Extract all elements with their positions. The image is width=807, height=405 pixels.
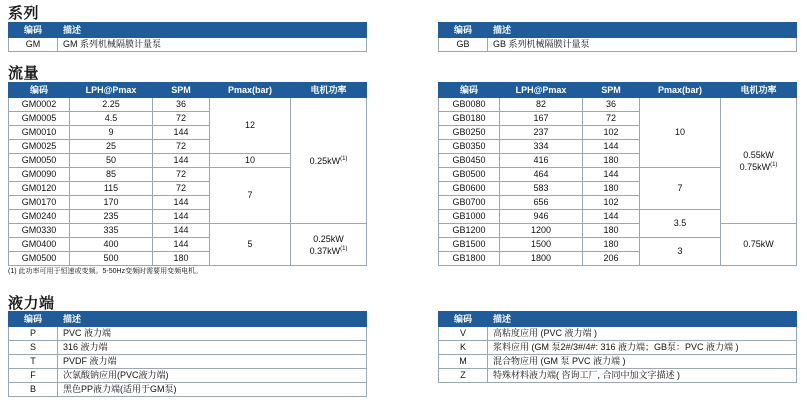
cell-lph: 50 xyxy=(70,154,153,168)
col-spm: SPM xyxy=(583,83,640,98)
cell-code: GB0700 xyxy=(439,196,500,210)
table-header-row xyxy=(439,23,797,38)
cell-lph: 335 xyxy=(70,224,153,238)
table-row xyxy=(9,98,367,112)
table-row xyxy=(439,369,797,383)
cell-code: GM0330 xyxy=(9,224,70,238)
cell-code: M xyxy=(439,355,488,369)
cell-lph: 1800 xyxy=(500,252,583,266)
col-power: 电机功率 xyxy=(721,83,797,98)
cell-lph: 167 xyxy=(500,112,583,126)
cell-lph: 500 xyxy=(70,252,153,266)
liquid-table-right-wrap xyxy=(438,311,797,383)
cell-code: GB0450 xyxy=(439,154,500,168)
cell-code: P xyxy=(9,327,58,341)
series-table-right xyxy=(438,22,797,52)
cell-code: B xyxy=(9,383,58,397)
cell-spm: 72 xyxy=(153,140,210,154)
cell-lph: 464 xyxy=(500,168,583,182)
cell-desc: 316 液力端 xyxy=(58,341,367,355)
cell-desc: 高粘度应用 (PVC 液力端 ) xyxy=(488,327,797,341)
cell-spm: 144 xyxy=(153,126,210,140)
cell-desc: 混合物应用 (GM 泵 PVC 液力端 ) xyxy=(488,355,797,369)
cell-code: T xyxy=(9,355,58,369)
col-code: 编码 xyxy=(439,312,488,327)
col-code: 编码 xyxy=(9,83,70,98)
cell-lph: 334 xyxy=(500,140,583,154)
cell-lph: 946 xyxy=(500,210,583,224)
cell-spm: 36 xyxy=(153,98,210,112)
cell-code: GB0500 xyxy=(439,168,500,182)
flow-table-right-wrap xyxy=(438,82,797,266)
cell-desc: GM 系列机械隔膜计量泵 xyxy=(58,38,367,52)
liquid-table-left xyxy=(8,311,367,397)
cell-code: GB0600 xyxy=(439,182,500,196)
cell-power: 0.25kW $0.37kW^{(1)}$ xyxy=(291,224,367,266)
cell-lph: 235 xyxy=(70,210,153,224)
cell-pmax: 7 xyxy=(640,168,721,210)
cell-code: V xyxy=(439,327,488,341)
col-desc: 描述 xyxy=(488,23,797,38)
cell-code: GM0120 xyxy=(9,182,70,196)
cell-pmax: 5 xyxy=(210,224,291,266)
cell-spm: 72 xyxy=(153,168,210,182)
cell-desc: 浆料应用 (GM 泵2#/3#/4#: 316 液力端；GB泵：PVC 液力端 ) xyxy=(488,341,797,355)
cell-pmax: 10 xyxy=(210,154,291,168)
table-header-row xyxy=(9,312,367,327)
table-row xyxy=(439,355,797,369)
cell-lph: 2.25 xyxy=(70,98,153,112)
cell-lph: 656 xyxy=(500,196,583,210)
cell-spm: 144 xyxy=(153,154,210,168)
cell-desc: 次氯酸钠应用(PVC液力端) xyxy=(58,369,367,383)
cell-spm: 72 xyxy=(153,112,210,126)
cell-spm: 144 xyxy=(153,210,210,224)
cell-code: GB0080 xyxy=(439,98,500,112)
cell-code: GM0005 xyxy=(9,112,70,126)
table-row xyxy=(439,98,797,112)
cell-code: GM0002 xyxy=(9,98,70,112)
cell-code: GM0500 xyxy=(9,252,70,266)
cell-code: GM0025 xyxy=(9,140,70,154)
cell-code: K xyxy=(439,341,488,355)
cell-code: GM0010 xyxy=(9,126,70,140)
section-title-series: 系列 xyxy=(8,5,40,22)
col-lph: LPH@Pmax xyxy=(500,83,583,98)
table-row xyxy=(9,369,367,383)
col-code: 编码 xyxy=(439,83,500,98)
cell-lph: 25 xyxy=(70,140,153,154)
cell-lph: 1200 xyxy=(500,224,583,238)
cell-spm: 144 xyxy=(583,210,640,224)
table-row xyxy=(439,327,797,341)
cell-code: GM0240 xyxy=(9,210,70,224)
col-power: 电机功率 xyxy=(291,83,367,98)
cell-lph: 416 xyxy=(500,154,583,168)
col-code: 编码 xyxy=(9,312,58,327)
cell-lph: 237 xyxy=(500,126,583,140)
table-row xyxy=(9,355,367,369)
cell-desc: PVC 液力端 xyxy=(58,327,367,341)
cell-desc: 黑色PP液力端(适用于GM泵) xyxy=(58,383,367,397)
col-desc: 描述 xyxy=(58,23,367,38)
flow-table-left xyxy=(8,82,367,266)
cell-spm: 102 xyxy=(583,126,640,140)
cell-pmax: 10 xyxy=(640,98,721,168)
cell-spm: 102 xyxy=(583,196,640,210)
col-code: 编码 xyxy=(9,23,58,38)
series-table-right-wrap xyxy=(438,22,797,52)
cell-spm: 72 xyxy=(153,182,210,196)
cell-spm: 180 xyxy=(583,182,640,196)
table-row xyxy=(9,383,367,397)
table-header-row xyxy=(9,23,367,38)
table-row xyxy=(439,224,797,238)
cell-code: F xyxy=(9,369,58,383)
cell-lph: 82 xyxy=(500,98,583,112)
cell-code: GB1200 xyxy=(439,224,500,238)
cell-code: GB1800 xyxy=(439,252,500,266)
col-pmax: Pmax(bar) xyxy=(210,83,291,98)
cell-desc: 特殊材料液力端( 咨询工厂, 合同中加文字描述 ) xyxy=(488,369,797,383)
cell-spm: 144 xyxy=(153,224,210,238)
col-code: 编码 xyxy=(439,23,488,38)
cell-spm: 144 xyxy=(153,196,210,210)
cell-power: 0.55kW $0.75kW^{(1)}$ xyxy=(721,98,797,224)
cell-code: GB xyxy=(439,38,488,52)
cell-code: GM0050 xyxy=(9,154,70,168)
table-row xyxy=(439,341,797,355)
table-row xyxy=(9,38,367,52)
cell-lph: 400 xyxy=(70,238,153,252)
col-pmax: Pmax(bar) xyxy=(640,83,721,98)
cell-spm: 180 xyxy=(153,252,210,266)
cell-pmax: 7 xyxy=(210,168,291,224)
cell-lph: 170 xyxy=(70,196,153,210)
cell-spm: 180 xyxy=(583,154,640,168)
cell-spm: 36 xyxy=(583,98,640,112)
cell-code: GM0400 xyxy=(9,238,70,252)
cell-lph: 1500 xyxy=(500,238,583,252)
flow-table-right xyxy=(438,82,797,266)
section-title-liquid-end: 液力端 xyxy=(8,295,55,312)
table-header-row xyxy=(439,312,797,327)
liquid-table-left-wrap xyxy=(8,311,367,397)
table-header-row xyxy=(9,83,367,98)
cell-power: $0.25kW^{(1)}$ xyxy=(291,98,367,224)
cell-code: GM xyxy=(9,38,58,52)
table-header-row xyxy=(439,83,797,98)
section-title-flow: 流量 xyxy=(8,65,40,82)
series-table-left xyxy=(8,22,367,52)
table-row xyxy=(9,327,367,341)
cell-code: GB1000 xyxy=(439,210,500,224)
footnote: (1) 此功率可用于恒速或变频。5-50Hz变频时需要用变频电机。 xyxy=(8,268,203,275)
cell-code: GB0350 xyxy=(439,140,500,154)
flow-table-left-wrap xyxy=(8,82,367,266)
col-desc: 描述 xyxy=(58,312,367,327)
cell-spm: 144 xyxy=(153,238,210,252)
cell-lph: 583 xyxy=(500,182,583,196)
table-row xyxy=(439,38,797,52)
col-lph: LPH@Pmax xyxy=(70,83,153,98)
cell-code: GB0250 xyxy=(439,126,500,140)
cell-pmax: 3 xyxy=(640,238,721,266)
series-table-left-wrap xyxy=(8,22,367,52)
cell-code: GB1500 xyxy=(439,238,500,252)
cell-spm: 180 xyxy=(583,224,640,238)
cell-pmax: 12 xyxy=(210,98,291,154)
cell-pmax: 3.5 xyxy=(640,210,721,238)
cell-code: GM0170 xyxy=(9,196,70,210)
cell-lph: 85 xyxy=(70,168,153,182)
liquid-table-right xyxy=(438,311,797,383)
cell-spm: 72 xyxy=(583,112,640,126)
cell-code: GB0180 xyxy=(439,112,500,126)
cell-lph: 115 xyxy=(70,182,153,196)
cell-code: S xyxy=(9,341,58,355)
table-row xyxy=(9,224,367,238)
cell-lph: 9 xyxy=(70,126,153,140)
cell-lph: 4.5 xyxy=(70,112,153,126)
cell-desc: GB 系列机械隔膜计量泵 xyxy=(488,38,797,52)
cell-spm: 180 xyxy=(583,238,640,252)
cell-code: GM0090 xyxy=(9,168,70,182)
table-row xyxy=(9,341,367,355)
cell-power: 0.75kW xyxy=(721,224,797,266)
cell-spm: 206 xyxy=(583,252,640,266)
cell-desc: PVDF 液力端 xyxy=(58,355,367,369)
col-spm: SPM xyxy=(153,83,210,98)
cell-spm: 144 xyxy=(583,168,640,182)
col-desc: 描述 xyxy=(488,312,797,327)
cell-code: Z xyxy=(439,369,488,383)
cell-spm: 144 xyxy=(583,140,640,154)
